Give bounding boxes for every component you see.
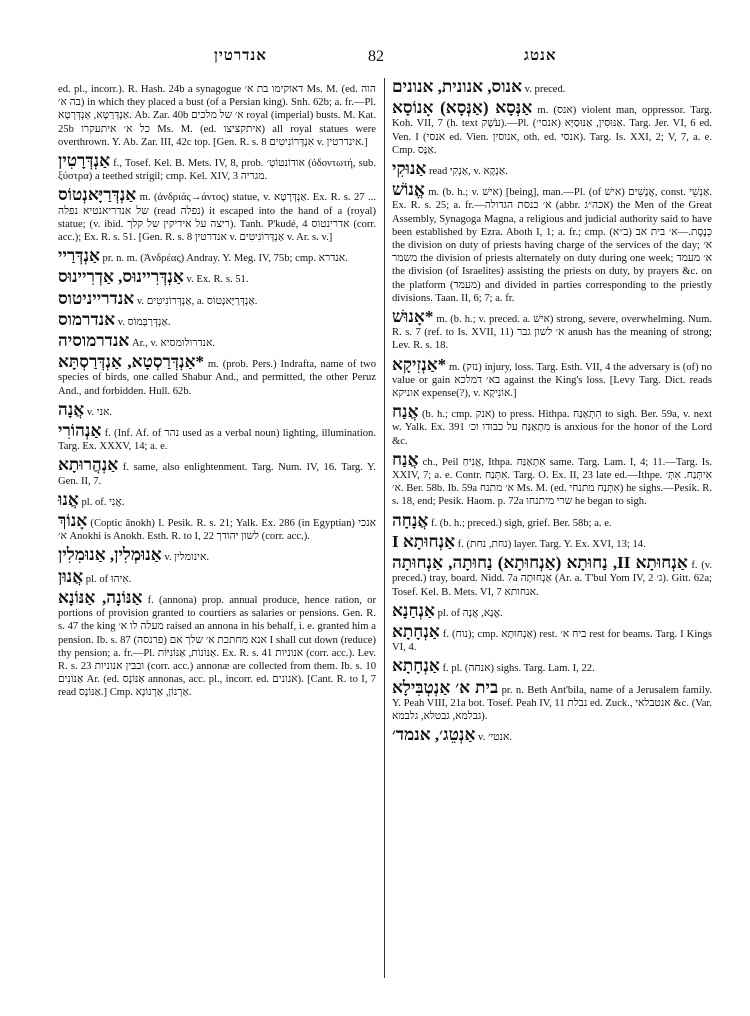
entry-definition: f. (נחת, נחת) layer. Targ. Y. Ex. XVI, 13; 14.	[457, 538, 646, 550]
dictionary-entry	[392, 356, 712, 401]
dictionary-entry	[58, 546, 376, 564]
entry-definition: f. (v. preced.) tray, board. Nidd. 7a אַנְחוּתָה (Ar. a. T'bul Yom IV, 2 ג׳). Gitt. 62a; Tosef. Kel. B. Mets. VI, 7 אנחותא.	[392, 560, 713, 598]
entry-definition: v. אַנְדְּרַבְּמוֹס.	[117, 316, 171, 328]
entry-definition: f., Tosef. Kel. B. Mets. IV, 8, prob. אודוֹנטוֹטְ׳ (ὀδοντωτή, sub. ξύστρα) a teethed strigil; cmp. Kel. XIV, 3 מגריה.	[58, 158, 376, 183]
entry-definition: pl. of אֲנָא, אֲנָה.	[437, 607, 503, 619]
entry-definition: v. אַנְדְּרוֹנִיטִים, a. אַנְדְּרַיָּאנְטוֹס.	[136, 295, 258, 307]
dictionary-entry	[58, 456, 376, 487]
dictionary-entry	[58, 512, 376, 543]
dictionary-entry	[392, 99, 712, 157]
entry-headword: אַנְחָתָא	[392, 621, 440, 641]
entry-headword: *אַנְדְּרַסְטָא, אַנְדְּרַסְתָּא	[58, 352, 204, 372]
page-number: 82	[368, 48, 384, 65]
entry-definition: f. (Inf. Af. of נהר used as a verbal noun) lighting, illumination. Targ. Ex. XXXV, 14; a. e.	[58, 428, 377, 453]
entry-headword: אֲנַח	[392, 449, 419, 469]
entry-headword: אַנּוֹנָה, אַנּוֹנָא	[58, 587, 143, 607]
entry-headword: אָנוֹךְ	[58, 511, 88, 531]
dictionary-entry	[392, 533, 712, 551]
entry-definition: (b. h.; cmp. אנק) to press. Hithpa. הִתְאַנַּח to sigh. Ber. 59a, v. next w. Yalk. Ex. 391 מִתְאַנַּח על כבודו וכ׳ is anxious for the honor of the Lord &c.	[392, 409, 712, 447]
dictionary-entry	[58, 422, 376, 453]
entry-definition: m. (אנס) violent man, oppressor. Targ. Koh. VII, 7 (h. text עֹשֶׁק).—Pl. אַנּוּסִין, אַנּוּסַיָּא (אנסי׳). Targ. Jer. VI, 6 ed. Ven. I (אנסי ed. Vien. אנוסין, oth. ed. אנסי). Targ. Is. XXI, 2; V, 7, a. e. Cmp. אַנָּס.	[392, 105, 712, 156]
entry-headword: אַנְדְּרַיי	[58, 246, 100, 266]
dictionary-entry	[58, 247, 376, 265]
dictionary-entry	[392, 679, 712, 724]
entry-headword: אַנְדְּרַיָּאנְטוֹס	[58, 185, 137, 205]
dictionary-entry	[392, 657, 712, 675]
running-head-left: אנדרטין	[214, 48, 267, 64]
entry-definition: pl. of. אֲנִי.	[81, 496, 125, 508]
entry-headword: אנוס, אנונית, אנונים	[392, 77, 522, 96]
dictionary-entry	[392, 308, 712, 353]
dictionary-entry	[58, 290, 376, 308]
entry-definition: f. same, also enlightenment. Targ. Num. IV, 16. Targ. Y. Gen. II, 7.	[58, 462, 376, 487]
entry-headword: אֲנוּ	[58, 489, 79, 509]
dictionary-entry	[392, 78, 712, 96]
entry-definition: f. pl. (אנחה) sighs. Targ. Lam. I, 22.	[442, 663, 595, 675]
entry-headword: אַנְהֲרוּתָא	[58, 455, 119, 475]
entry-headword: אַנְחַנָא	[392, 600, 435, 620]
column-divider	[384, 78, 385, 978]
dictionary-entry	[392, 160, 712, 178]
entry-headword: אַנְחָתָא	[392, 656, 440, 676]
dictionary-entry	[58, 268, 376, 286]
entry-definition: ed. pl., incorr.). R. Hash. 24b a synagogue דאוקימו בת א׳ Ms. M. (ed. הוה בה א׳) in which they placed a bust (of a Persian king). Snh. 62b; a. fr.—Pl. אַנְדְּרַטָּא, אַנְדְּרְטָא. Ab. Zar. 40b א׳ של מלכים royal (imperial) busts. M. Kat. 25b כל א׳ איתעקרו Ms. M. (ed. איתקציצו) all royal statues were overthrown. Y. Ab. Zar. III, 42c top. [Gen. R. s. 8 אִנְדְּרוֹנִיטִים v. אינדרטין.]	[58, 84, 376, 148]
page-header	[0, 48, 750, 70]
entry-definition: f. (b. h.; preced.) sigh, grief. Ber. 58b; a. e.	[430, 517, 612, 529]
entry-headword: אֲנָה	[58, 399, 85, 419]
entry-definition: v. אינומלין.	[164, 552, 209, 564]
dictionary-entry	[58, 311, 376, 329]
entry-definition: v. preced.	[524, 84, 566, 95]
entry-headword: אנדרייניטוס	[58, 288, 135, 308]
entry-definition: m. (b. h.; v. אישׁ) [being], man.—Pl. (of אישׁ) אֲנָשִׁים, const. אַנְשֵׁי. Ex. R. s. 25; a. fr.—א׳ כנסת הגדולה (abbr. אכה״ג) the Men of the Great Assembly, Synagoga Magna, a religious and judicial authority said to have been established by Ezra. Aboth I, 1; a. fr.; cmp. כְּנֶסֶת.—א׳ בית אב (ב״א) the division on duty of priests having charge of the services of the day; א׳ משמר the division of priests alternately on duty during one week; א׳ מעמד the division (of Israelites) assisting the priests on duty, by prayers &c. on the platform (מעמד) and divided in parties corresponding to the priestly divisions. Taan. II, 6; 7; a. fr.	[392, 187, 712, 304]
entry-headword: *אַנְזִיקָא	[392, 354, 447, 374]
entry-headword: אֲנוּן	[58, 566, 84, 586]
entry-headword: אנדרמוס	[58, 309, 116, 329]
entry-headword: אַנוּמְלִין, אַנוּמִלִין	[58, 545, 162, 565]
entry-headword: *אָנוּשׁ	[392, 307, 434, 327]
entry-definition: m. (ἀνδριάς→άντος) statue, v. אַנְדְּרָטָא. Ex. R. s. 27 ... של אנדריאנטיא נפלה (read נפלה) it escaped into the hand of a (royal) statue; (v. ibid. ריצה על אידיקין של קלך). Tanh. P'kudé, 4 אדרינטוס (corr. acc.); Ex. R. s. 51. [Gen. R. s. 8 אנדרטין v. אַנְדְּרוֹנִיטִים v. Ar. s. v.]	[58, 192, 377, 244]
entry-headword: אַנוּקִי	[392, 159, 427, 179]
entry-definition: (Coptic ānokh) I. Pesik. R. s. 21; Yalk. Ex. 286 (in Egyptian) אנכי א׳ Anokhi is Anokh. Esth. R. to I, 22 לשון יהודך (corr. acc.).	[58, 518, 376, 543]
entry-headword: אַנְחוּתָא I	[392, 531, 456, 551]
left-column	[58, 78, 376, 703]
entry-headword: אַנְּסָא (אַנְּסָא) אָנוֹסָא	[392, 98, 533, 118]
dictionary-entry	[58, 78, 376, 149]
dictionary-entry	[58, 152, 376, 183]
dictionary-entry	[58, 353, 376, 398]
dictionary-entry	[392, 181, 712, 305]
entry-definition: v. אנטי׳.	[478, 732, 513, 744]
entry-definition: Ar., v. אנדרולומסיא.	[131, 338, 215, 350]
entry-headword: בית א׳ אַנְטְבִּילָא	[392, 677, 499, 697]
dictionary-entry	[392, 602, 712, 620]
dictionary-entry	[58, 491, 376, 509]
dictionary-entry	[58, 186, 376, 244]
entry-headword: אַנְדְּרָטִין	[58, 151, 111, 171]
entry-headword: אַנְטֵג׳, אנמד׳	[392, 725, 476, 745]
entry-headword: אֱנוֹשׁ	[392, 180, 425, 200]
running-head-right: אנטג	[524, 48, 557, 64]
entry-headword: אנדרמוסיה	[58, 331, 130, 351]
right-column	[392, 78, 712, 747]
dictionary-entry	[392, 726, 712, 744]
entry-definition: v. Ex. R. s. 51.	[186, 274, 249, 286]
entry-definition: m. (b. h.; v. preced. a. אישׁ) strong, severe, overwhelming. Num. R. s. 7 (ref. to Is. XVII, 11) א׳ לשון גבר anush has the meaning of strong; Lev. R. s. 18.	[392, 314, 712, 352]
entry-definition: f. (annona) prop. annual produce, hence ration, or portions of provision granted to courtiers as salaries or pensions. Gen. R. s. 47 the king מעלה לו א׳ raised an annona in his behalf, i. e. granted him a pension. Ib. s. 87 אנא מחתכת א׳ שלך אם (פרנסה) I shall cut down (reduce) thy pension; a. fr.—Pl. אַנּוֹנוֹת, אַנּוֹנִיּוֹת. Ex. R. s. 41 אנוניות (corr. acc.). Lev. R. s. 23 ובבין אנוניות (corr. acc.) annonæ are collected from them. Ib. s. 10 אַנּוֹנִים Ar. (ed. אַנּוֹנָס annonas, acc. pl., incorr. ed. אנונים). [Cant. R. to I, 7 read אַנּוֹנָס.] Cmp. אַרְנוֹן, אַרְנוֹנָא.	[58, 594, 377, 699]
entry-definition: pr. n. m. (Ἀνδρέας) Andray. Y. Meg. IV, 75b; cmp. אנדרא.	[102, 253, 348, 265]
dictionary-entry	[58, 332, 376, 350]
dictionary-entry	[58, 568, 376, 586]
dictionary-entry	[58, 589, 376, 700]
dictionary-entry	[392, 403, 712, 448]
entry-headword: אַנְדְּרִיינוּס, אַדְרִיינוּס	[58, 267, 184, 287]
entry-definition: read אַנְקִי, v. אַנְקָא.	[429, 166, 508, 178]
dictionary-entry	[58, 401, 376, 419]
entry-headword: אֲנָחָה	[392, 510, 429, 530]
entry-headword: אַנְחוּתָא II, נַחוּתָא (אַנְחוּתָא) נַחוּתָה, אַנְחוּתָה	[392, 553, 688, 573]
entry-definition: v. אני.	[86, 406, 113, 418]
entry-definition: ch., Peil אֲנִיחַ, Ithpa. אִתְאַנַּח same. Targ. Lam. I, 4; 11.—Targ. Is. XXIV, 7; a. e. Contr. אִתְּנַח. Targ. O. Ex. II, 23 late ed.—Ithpe. אִיתְּנַח. אִתְּ׳ א׳. Ber. 58b. Ib. 59a א׳ מתנח Ms. M. (ed. אִתְּנַח מתנחי) he sighs.—Pesik. R. s. 18, end; Pesik. Haom. p. 72a שרי מיתנחו he began to sigh.	[392, 456, 713, 508]
entry-definition: f. (נוח); cmp. אַנְחוּתָא) rest. ביח א׳ rest for beams. Targ. I Kings VI, 4.	[392, 628, 712, 654]
entry-headword: אַנְהוֹרִי	[58, 421, 102, 441]
dictionary-entry	[392, 512, 712, 530]
entry-definition: pl. of אִיהוּ.	[85, 573, 132, 585]
entry-definition: m. (prob. Pers.) Indrafta, name of two species of birds, one called Shabur And., and permitted, the other Peruz And., and forbidden. Hull. 62b.	[58, 359, 377, 397]
entry-headword: אֲנַח	[392, 402, 419, 422]
entry-definition: m. (נזק) injury, loss. Targ. Esth. VII, 4 the adversary is (of) no value or gain בא׳ דמלכא against the King's loss. [Levy Targ. Dict. reads אוניקא expense(?), v. אוֹנִיקָא.]	[392, 361, 712, 400]
entry-definition: pr. n. Beth Ant'bila, name of a Jerusalem family. Y. Peah VIII, 21a bot. Tosef. Peah IV, 11 נבלת ed. Zuck., אנטבלאי &c. (Var. גבלמא, גבטלא, גלבמא).	[392, 684, 713, 722]
dictionary-entry	[392, 623, 712, 654]
dictionary-entry	[392, 554, 712, 599]
dictionary-entry	[392, 451, 712, 509]
